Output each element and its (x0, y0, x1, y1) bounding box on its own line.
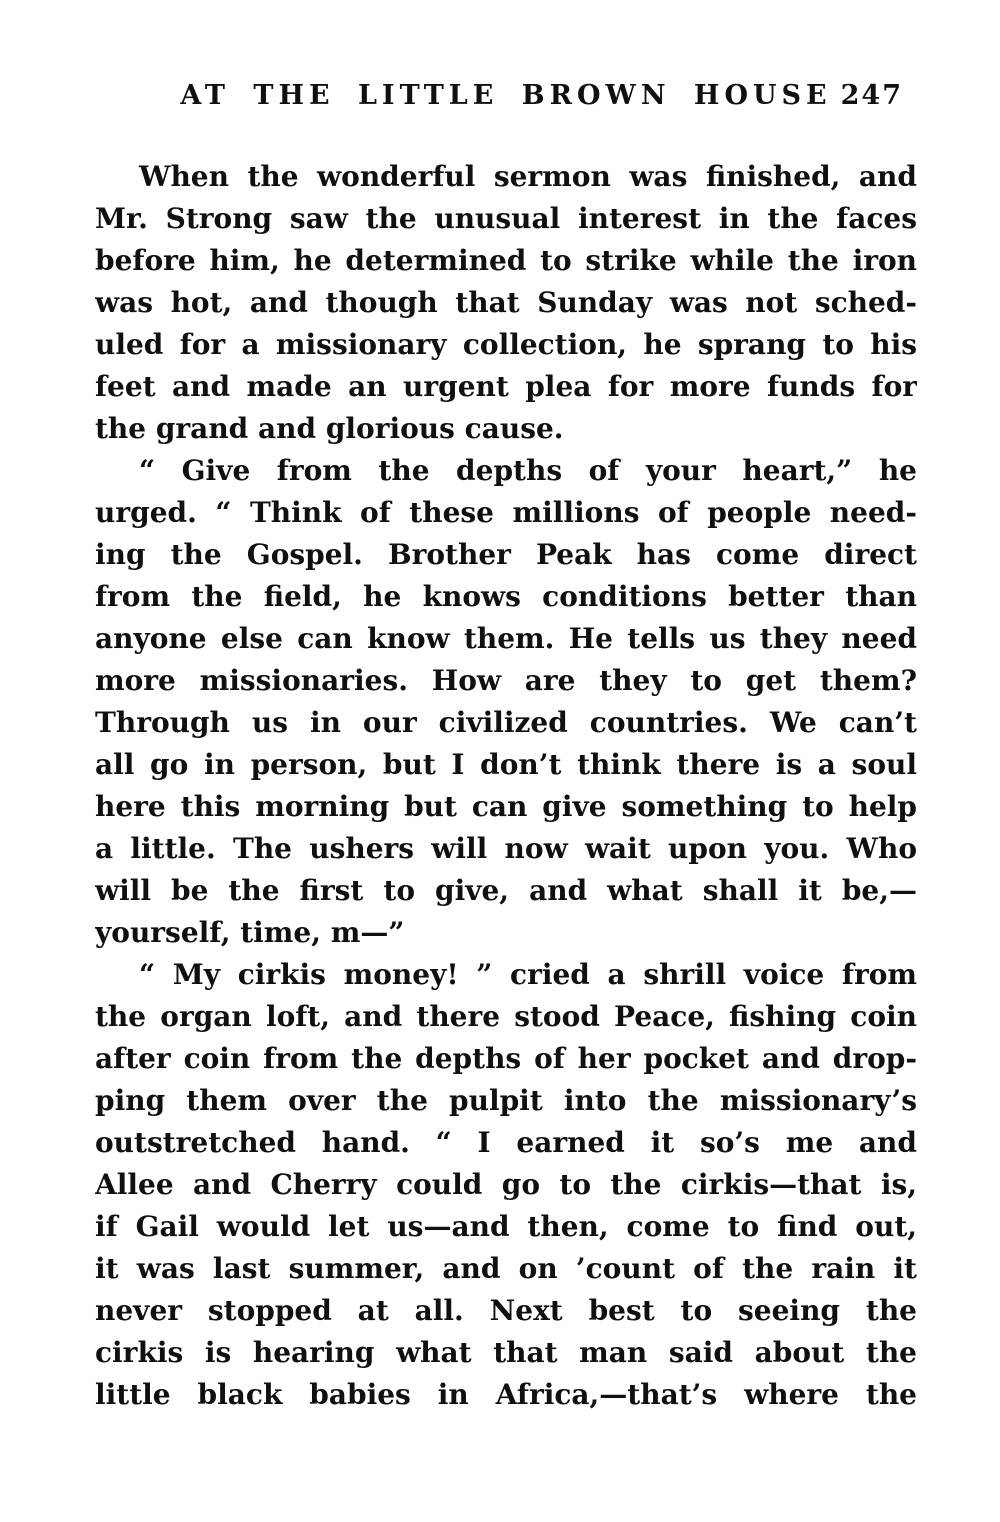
text-line: ping them over the pulpit into the missionary’s (95, 1084, 917, 1117)
text-line: urged. “ Think of these millions of people need- (95, 496, 917, 529)
text-line: “ Give from the depths of your heart,” he (139, 454, 917, 487)
text-line: was hot, and though that Sunday was not sched- (95, 286, 917, 319)
text-line: When the wonderful sermon was finished, and (139, 160, 917, 193)
page-title: AT THE LITTLE BROWN HOUSE (180, 80, 832, 111)
text-line: a little. The ushers will now wait upon you. Who (95, 832, 917, 865)
text-line: outstretched hand. “ I earned it so’s me and (95, 1126, 917, 1159)
text-line: it was last summer, and on ’count of the rain it (95, 1252, 917, 1285)
text-line: Mr. Strong saw the unusual interest in the faces (95, 202, 917, 235)
text-line: the grand and glorious cause. (95, 412, 564, 445)
text-line: all go in person, but I don’t think there is a soul (95, 748, 917, 781)
text-line: here this morning but can give something to help (95, 790, 917, 823)
text-line: cirkis is hearing what that man said about the (95, 1336, 917, 1369)
text-line: anyone else can know them. He tells us they need (95, 622, 917, 655)
text-line: will be the first to give, and what shall it be,— (95, 874, 917, 907)
text-line: before him, he determined to strike while the iron (95, 244, 917, 277)
text-line: uled for a missionary collection, he sprang to his (95, 328, 917, 361)
text-line: more missionaries. How are they to get them? (95, 664, 917, 697)
text-line: “ My cirkis money! ” cried a shrill voice from (139, 958, 917, 991)
text-line: little black babies in Africa,—that’s where the (95, 1378, 917, 1411)
text-line: after coin from the depths of her pocket and drop- (95, 1042, 917, 1075)
running-header (95, 80, 917, 124)
text-line: Allee and Cherry could go to the cirkis—that is, (95, 1168, 917, 1201)
text-line: yourself, time, m—” (95, 916, 405, 949)
text-line: if Gail would let us—and then, come to find out, (95, 1210, 917, 1243)
text-line: feet and made an urgent plea for more funds for (95, 370, 917, 403)
paragraph (95, 156, 917, 450)
text-line: from the field, he knows conditions better than (95, 580, 917, 613)
page-number: 247 (840, 80, 903, 111)
text-column (95, 80, 917, 1416)
paragraph (95, 450, 917, 954)
text-line: ing the Gospel. Brother Peak has come direct (95, 538, 917, 571)
paragraph (95, 954, 917, 1416)
text-line: the organ loft, and there stood Peace, fishing coin (95, 1000, 917, 1033)
text-line: Through us in our civilized countries. We can’t (95, 706, 917, 739)
text-line: never stopped at all. Next best to seeing the (95, 1294, 917, 1327)
